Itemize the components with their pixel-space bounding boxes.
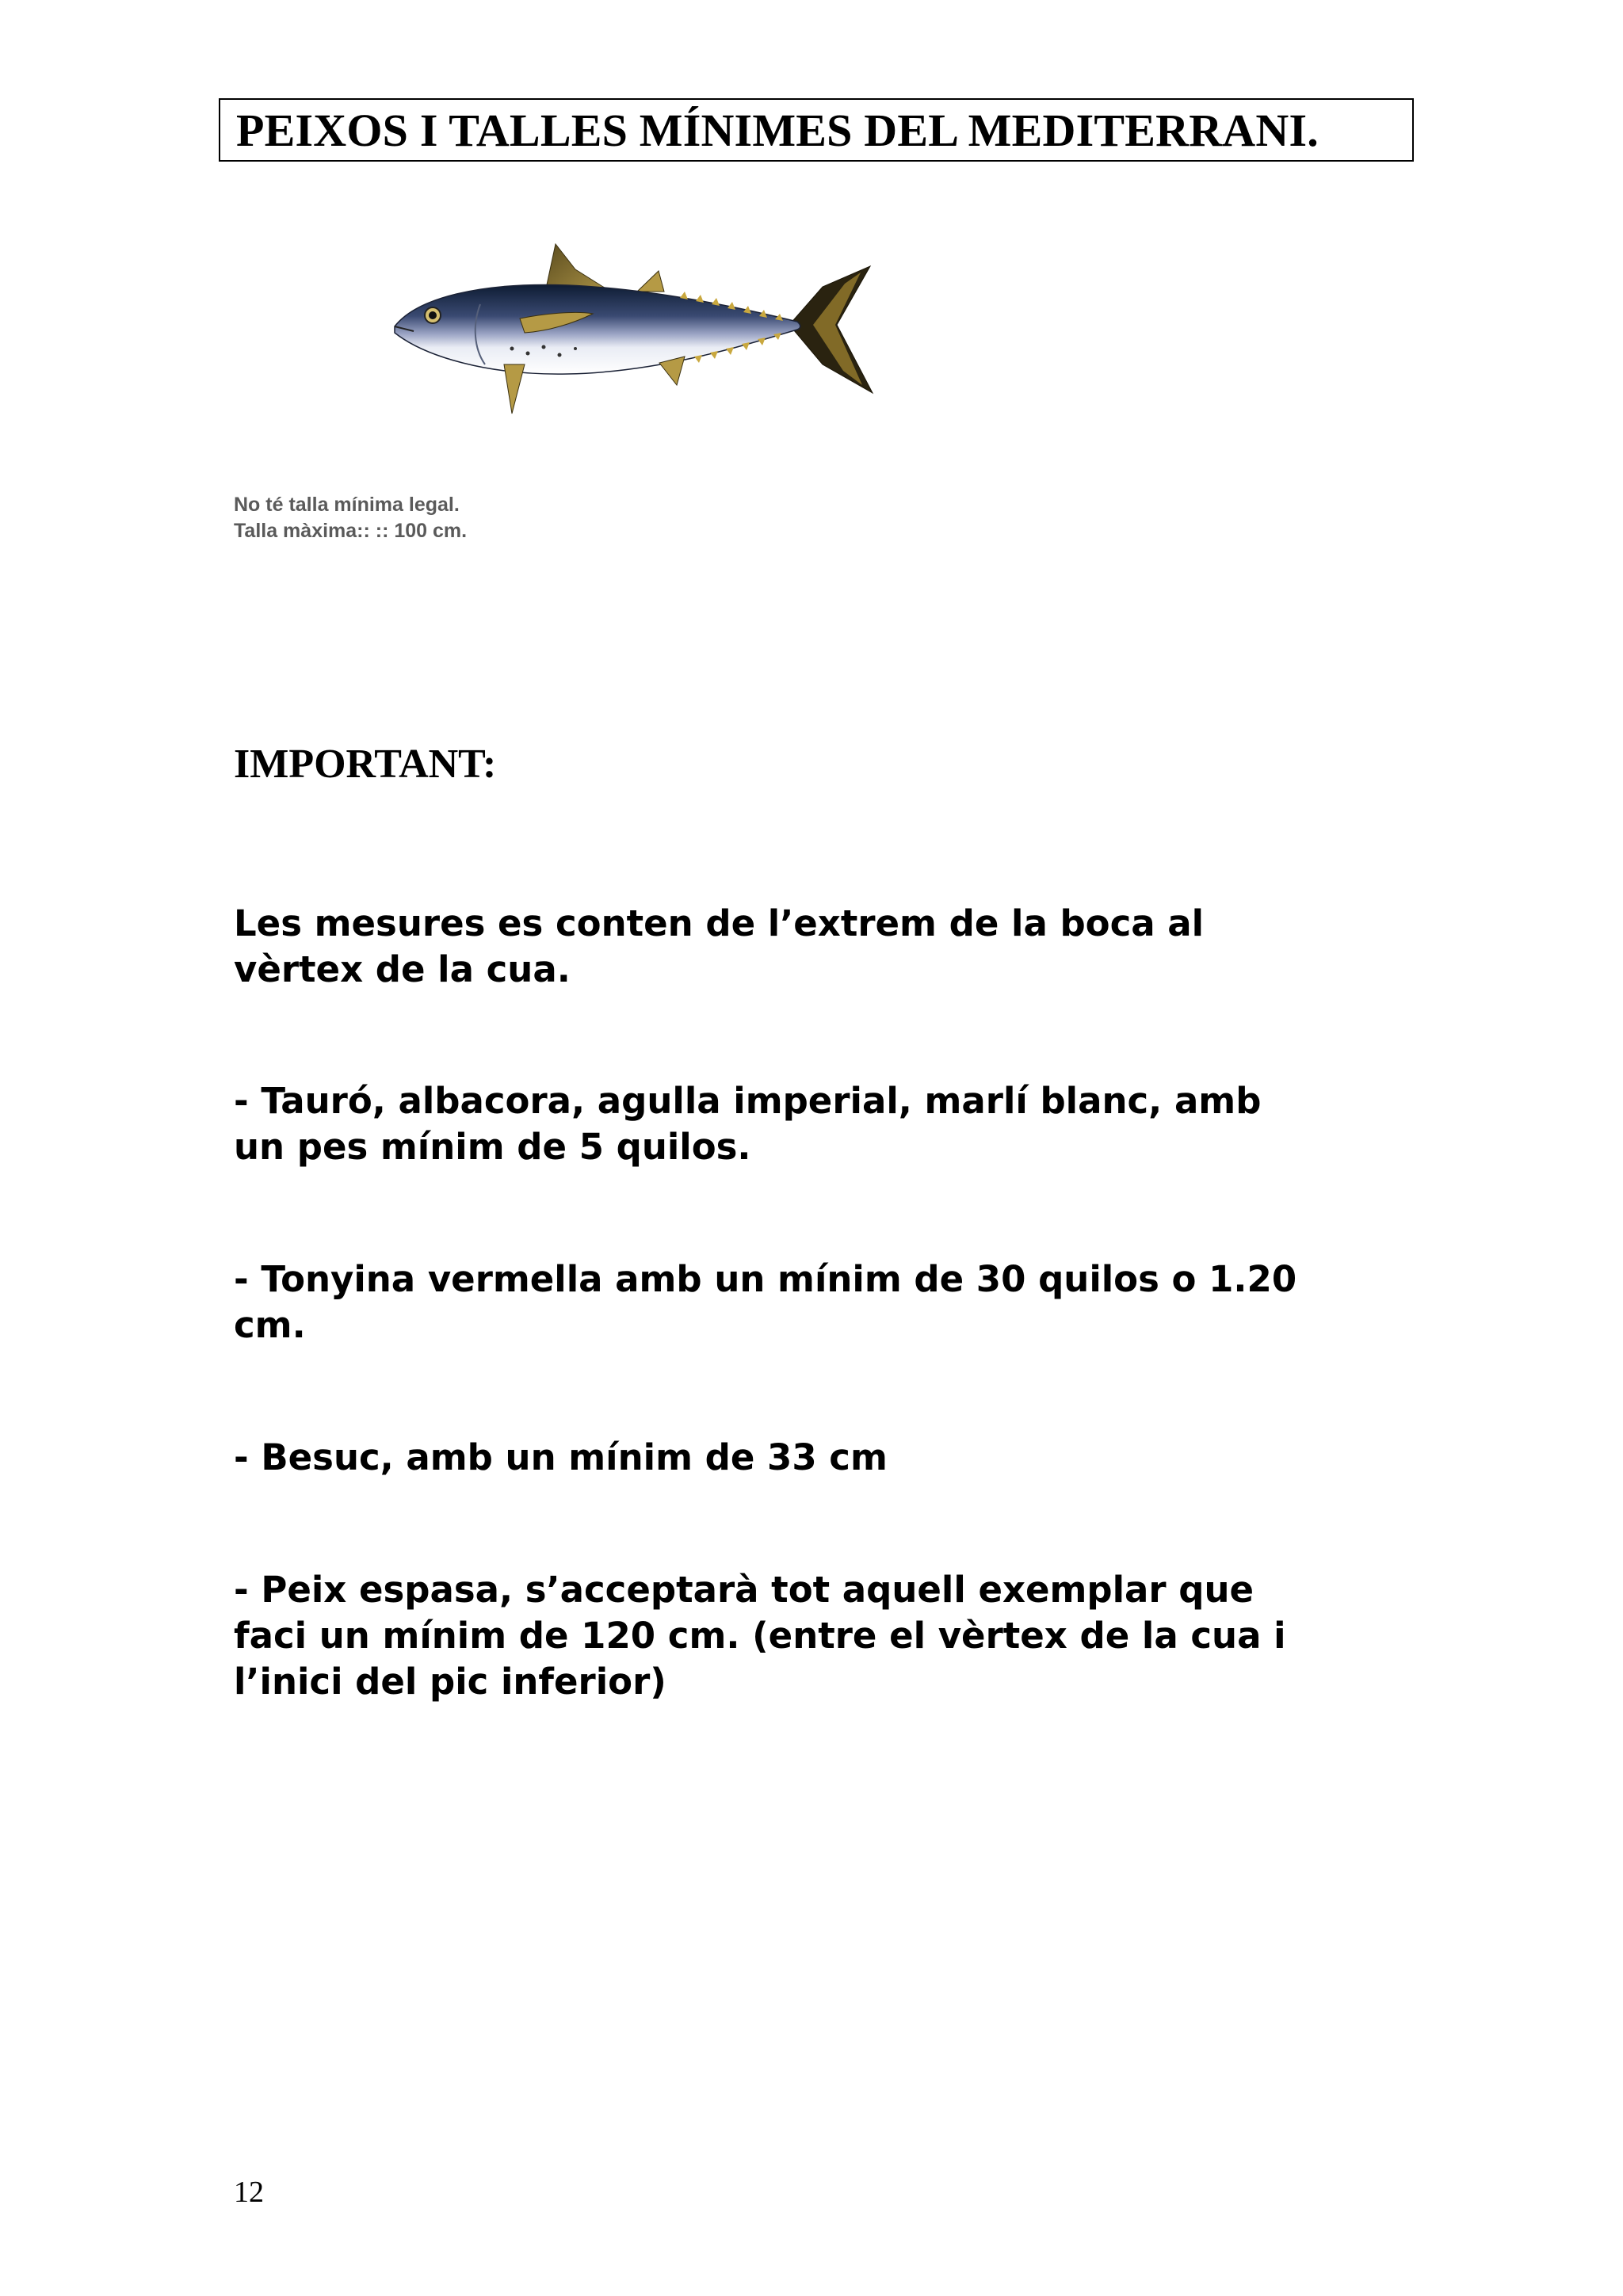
rule-line: vèrtex de la cua. bbox=[234, 948, 571, 990]
important-heading: IMPORTANT: bbox=[234, 742, 497, 787]
rule-line: - Besuc, amb un mínim de 33 cm bbox=[234, 1436, 888, 1478]
rule-besuc bbox=[234, 1435, 1407, 1481]
caption-line: No té talla mínima legal. bbox=[234, 494, 460, 516]
rule-large-species bbox=[234, 1078, 1407, 1170]
pelvic-fin bbox=[504, 364, 525, 414]
dorsal-fin-rear bbox=[637, 271, 664, 292]
rule-line: cm. bbox=[234, 1304, 306, 1346]
rule-swordfish bbox=[234, 1567, 1407, 1705]
rule-bluefin-tuna bbox=[234, 1257, 1407, 1348]
page-number: 12 bbox=[234, 2176, 264, 2209]
page-title: PEIXOS I TALLES MÍNIMES DEL MEDITERRANI. bbox=[236, 104, 1319, 156]
fish-body bbox=[395, 284, 800, 374]
rule-measurement bbox=[234, 901, 1407, 993]
rule-line: Les mesures es conten de l’extrem de la boca al bbox=[234, 902, 1205, 944]
caption-line: Talla màxima:: :: 100 cm. bbox=[234, 520, 468, 542]
rule-line: un pes mínim de 5 quilos. bbox=[234, 1126, 751, 1168]
figure-caption bbox=[234, 492, 467, 544]
rule-line: l’inici del pic inferior) bbox=[234, 1661, 666, 1703]
tuna-fish-illustration-icon bbox=[385, 238, 884, 428]
title-box bbox=[219, 98, 1414, 162]
rule-line: - Tonyina vermella amb un mínim de 30 quilos o 1.20 bbox=[234, 1258, 1297, 1300]
rule-line: faci un mínim de 120 cm. (entre el vèrtex de la cua i bbox=[234, 1615, 1286, 1657]
rule-line: - Tauró, albacora, agulla imperial, marlí blanc, amb bbox=[234, 1080, 1262, 1122]
rule-line: - Peix espasa, s’acceptarà tot aquell exemplar que bbox=[234, 1569, 1254, 1611]
